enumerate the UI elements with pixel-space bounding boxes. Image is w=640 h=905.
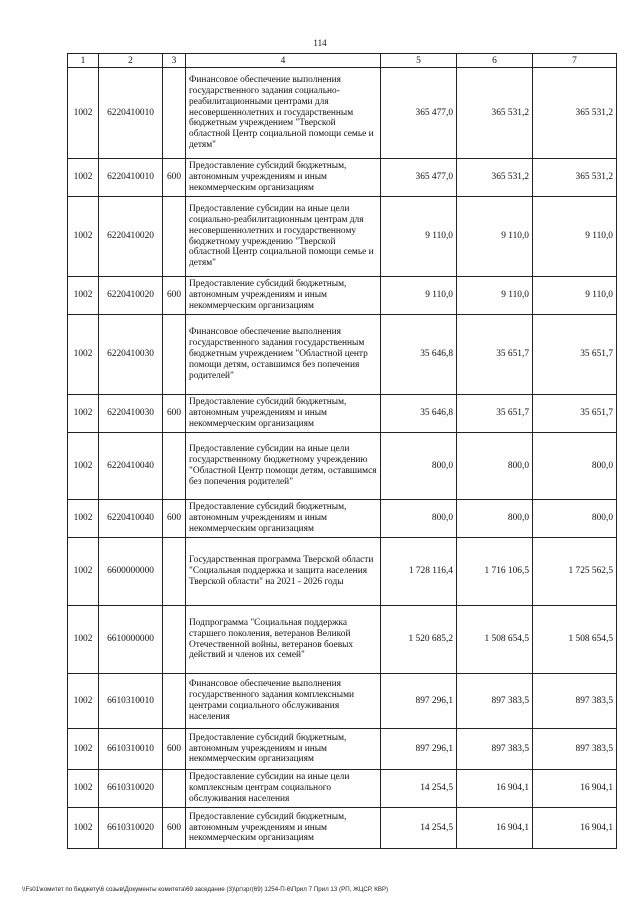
amount-2022-cell: 365 531,2: [457, 159, 533, 197]
amount-2021-cell: 365 477,0: [381, 159, 457, 197]
header-col-2: 2: [99, 54, 163, 68]
amount-2022-cell: 16 904,1: [457, 808, 533, 849]
amount-2023-cell: 9 110,0: [533, 197, 617, 277]
expense-type-cell: 600: [163, 808, 186, 849]
amount-2023-cell: 16 904,1: [533, 770, 617, 808]
table-row: [68, 315, 617, 395]
amount-2021-cell: 9 110,0: [381, 197, 457, 277]
section-code-cell: 1002: [68, 433, 99, 500]
header-col-1: 1: [68, 54, 99, 68]
amount-2021-cell: 14 254,5: [381, 770, 457, 808]
table-row: [68, 729, 617, 770]
expense-type-cell: [163, 674, 186, 729]
amount-2022-cell: 800,0: [457, 433, 533, 500]
target-article-cell: 6220410020: [99, 197, 163, 277]
table-row: [68, 433, 617, 500]
amount-2022-cell: 35 651,7: [457, 315, 533, 395]
amount-2022-cell: 9 110,0: [457, 277, 533, 315]
section-code-cell: 1002: [68, 606, 99, 674]
description-cell: Предоставление субсидии на иные цели социально-реабилитационным центрам для несовершеннолетних и государственному бюджетному учреждению "Тверской областной Центр социальной помощи семье и детям": [186, 197, 381, 277]
header-col-5: 5: [381, 54, 457, 68]
expense-type-cell: 600: [163, 395, 186, 433]
amount-2021-cell: 35 646,8: [381, 315, 457, 395]
target-article-cell: 6220410040: [99, 500, 163, 538]
table-row: [68, 68, 617, 159]
table-row: [68, 606, 617, 674]
target-article-cell: 6220410040: [99, 433, 163, 500]
description-cell: Предоставление субсидий бюджетным, автономным учреждениям и иным некоммерческим организациям: [186, 808, 381, 849]
amount-2022-cell: 35 651,7: [457, 395, 533, 433]
expense-type-cell: [163, 433, 186, 500]
table-row: [68, 808, 617, 849]
amount-2022-cell: 16 904,1: [457, 770, 533, 808]
amount-2022-cell: 897 383,5: [457, 729, 533, 770]
table-row: [68, 159, 617, 197]
amount-2023-cell: 35 651,7: [533, 395, 617, 433]
description-cell: Финансовое обеспечение выполнения государственного задания государственным бюджетным учреждением "Областной центр помощи детям, оставшимся без попечения родителей": [186, 315, 381, 395]
section-code-cell: 1002: [68, 197, 99, 277]
section-code-cell: 1002: [68, 68, 99, 159]
amount-2021-cell: 1 520 685,2: [381, 606, 457, 674]
expense-type-cell: [163, 770, 186, 808]
target-article-cell: 6610310020: [99, 808, 163, 849]
description-cell: Предоставление субсидий бюджетным, автономным учреждениям и иным некоммерческим организациям: [186, 277, 381, 315]
section-code-cell: 1002: [68, 277, 99, 315]
table-row: [68, 197, 617, 277]
section-code-cell: 1002: [68, 159, 99, 197]
amount-2021-cell: 800,0: [381, 500, 457, 538]
description-cell: Предоставление субсидий бюджетным, автономным учреждениям и иным некоммерческим организациям: [186, 500, 381, 538]
description-cell: Предоставление субсидий бюджетным, автономным учреждениям и иным некоммерческим организациям: [186, 159, 381, 197]
description-cell: Государственная программа Тверской области "Социальная поддержка и защита населения Тверской области" на 2021 - 2026 годы: [186, 538, 381, 606]
expense-type-cell: [163, 315, 186, 395]
table-row: [68, 674, 617, 729]
table-row: [68, 538, 617, 606]
expense-type-cell: [163, 606, 186, 674]
amount-2022-cell: 365 531,2: [457, 68, 533, 159]
description-cell: Предоставление субсидий бюджетным, автономным учреждениям и иным некоммерческим организациям: [186, 729, 381, 770]
amount-2023-cell: 800,0: [533, 433, 617, 500]
amount-2021-cell: 897 296,1: [381, 674, 457, 729]
table-row: [68, 277, 617, 315]
description-cell: Финансовое обеспечение выполнения государственного задания социально-реабилитационными центрами для несовершеннолетних и государственным бюджетным учреждением "Тверской областной Центр социальной помощи семье и детям": [186, 68, 381, 159]
expense-type-cell: 600: [163, 729, 186, 770]
section-code-cell: 1002: [68, 674, 99, 729]
table-header-row: [68, 54, 617, 68]
amount-2021-cell: 1 728 116,4: [381, 538, 457, 606]
page-number: 114: [313, 38, 327, 48]
target-article-cell: 6610000000: [99, 606, 163, 674]
description-cell: Предоставление субсидии на иные цели комплексным центрам социального обслуживания населения: [186, 770, 381, 808]
amount-2022-cell: 1 508 654,5: [457, 606, 533, 674]
budget-table: [67, 53, 617, 849]
description-cell: Подпрограмма "Социальная поддержка старшего поколения, ветеранов Великой Отечественной войны, ветеранов боевых действий и членов их семей": [186, 606, 381, 674]
target-article-cell: 6610310010: [99, 729, 163, 770]
amount-2021-cell: 897 296,1: [381, 729, 457, 770]
target-article-cell: 6220410030: [99, 315, 163, 395]
amount-2022-cell: 9 110,0: [457, 197, 533, 277]
expense-type-cell: [163, 68, 186, 159]
amount-2023-cell: 1 508 654,5: [533, 606, 617, 674]
description-cell: Предоставление субсидии на иные цели государственному бюджетному учреждению "Областной Центр помощи детям, оставшимся без попечения родителей": [186, 433, 381, 500]
amount-2023-cell: 800,0: [533, 500, 617, 538]
section-code-cell: 1002: [68, 770, 99, 808]
description-cell: Финансовое обеспечение выполнения государственного задания комплексными центрами социального обслуживания населения: [186, 674, 381, 729]
table-row: [68, 500, 617, 538]
amount-2021-cell: 9 110,0: [381, 277, 457, 315]
amount-2021-cell: 35 646,8: [381, 395, 457, 433]
amount-2022-cell: 800,0: [457, 500, 533, 538]
target-article-cell: 6220410030: [99, 395, 163, 433]
amount-2021-cell: 800,0: [381, 433, 457, 500]
amount-2022-cell: 897 383,5: [457, 674, 533, 729]
target-article-cell: 6610310010: [99, 674, 163, 729]
expense-type-cell: [163, 538, 186, 606]
target-article-cell: 6220410020: [99, 277, 163, 315]
table-row: [68, 770, 617, 808]
description-cell: Предоставление субсидий бюджетным, автономным учреждениям и иным некоммерческим организациям: [186, 395, 381, 433]
amount-2023-cell: 365 531,2: [533, 68, 617, 159]
section-code-cell: 1002: [68, 395, 99, 433]
expense-type-cell: [163, 197, 186, 277]
amount-2023-cell: 897 383,5: [533, 674, 617, 729]
amount-2023-cell: 365 531,2: [533, 159, 617, 197]
amount-2023-cell: 35 651,7: [533, 315, 617, 395]
section-code-cell: 1002: [68, 315, 99, 395]
amount-2023-cell: 16 904,1: [533, 808, 617, 849]
amount-2023-cell: 9 110,0: [533, 277, 617, 315]
section-code-cell: 1002: [68, 729, 99, 770]
target-article-cell: 6220410010: [99, 159, 163, 197]
header-col-4: 4: [186, 54, 381, 68]
target-article-cell: 6600000000: [99, 538, 163, 606]
expense-type-cell: 600: [163, 277, 186, 315]
target-article-cell: 6610310020: [99, 770, 163, 808]
amount-2022-cell: 1 716 106,5: [457, 538, 533, 606]
amount-2023-cell: 1 725 562,5: [533, 538, 617, 606]
table-row: [68, 395, 617, 433]
amount-2023-cell: 897 383,5: [533, 729, 617, 770]
header-col-3: 3: [163, 54, 186, 68]
amount-2021-cell: 14 254,5: [381, 808, 457, 849]
header-col-7: 7: [533, 54, 617, 68]
section-code-cell: 1002: [68, 538, 99, 606]
target-article-cell: 6220410010: [99, 68, 163, 159]
section-code-cell: 1002: [68, 500, 99, 538]
expense-type-cell: 600: [163, 159, 186, 197]
header-col-6: 6: [457, 54, 533, 68]
file-path-footer: \\Fs01\комитет по бюджету\6 созыв\Документы комитета\69 заседание (3)\рг\зрг(69) 1254-П-6\Прил 7 Прил 13 (РП, ЖЦСР, КВР): [22, 886, 389, 893]
expense-type-cell: 600: [163, 500, 186, 538]
amount-2021-cell: 365 477,0: [381, 68, 457, 159]
section-code-cell: 1002: [68, 808, 99, 849]
